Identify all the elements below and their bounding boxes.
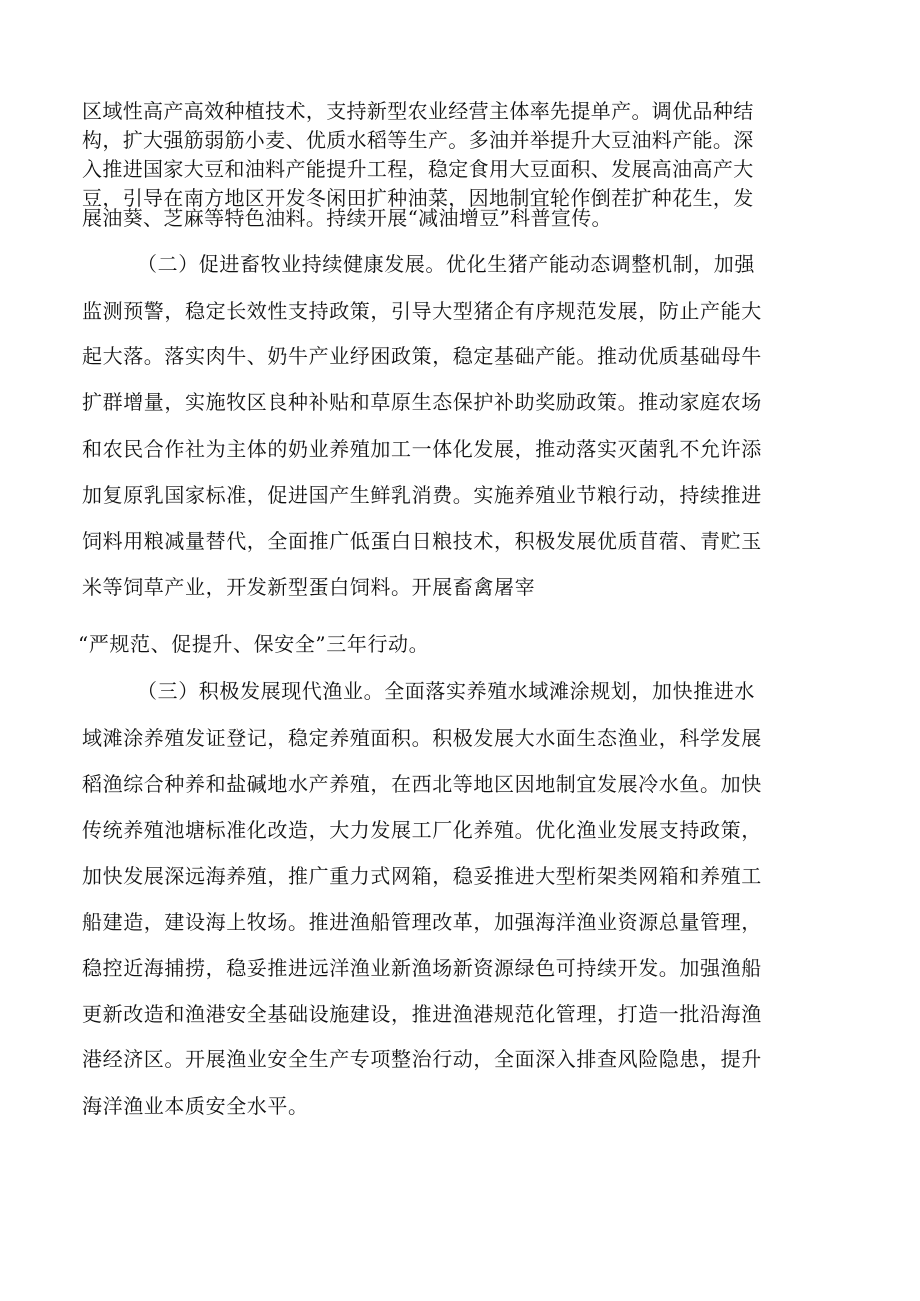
text-line: 米等饲草产业，开发新型蛋白饲料。开展畜禽屠宰 (82, 575, 536, 599)
paragraph-first-line: （三）积极发展现代渔业。全面落实养殖水域滩涂规划，加快推进水 (137, 679, 755, 703)
text-line: 稻渔综合种养和盐碱地水产养殖，在西北等地区因地制宜发展冷水鱼。加快 (82, 772, 762, 796)
text-line: 饲料用粮减量替代，全面推广低蛋白日粮技术，积极发展优质苜蓿、青贮玉 (82, 529, 762, 553)
text-line: 和农民合作社为主体的奶业养殖加工一体化发展，推动落实灭菌乳不允许添 (82, 437, 762, 461)
text-line: 域滩涂养殖发证登记，稳定养殖面积。积极发展大水面生态渔业，科学发展 (82, 726, 762, 750)
text-line: 起大落。落实肉牛、奶牛产业纾困政策，稳定基础产能。推动优质基础母牛 (82, 344, 762, 368)
text-line: 豆，引导在南方地区开发冬闲田扩种油菜，因地制宜轮作倒茬扩种花生，发 (82, 186, 754, 210)
paragraph-first-line: （二）促进畜牧业持续健康发展。优化生猪产能动态调整机制，加强 (137, 252, 755, 276)
text-line: 区域性高产高效种植技术，支持新型农业经营主体率先提单产。调优品种结 (82, 99, 754, 123)
text-line: 构，扩大强筋弱筋小麦、优质水稻等生产。多油并举提升大豆油料产能。深 (82, 128, 754, 152)
text-line: 入推进国家大豆和油料产能提升工程，稳定食用大豆面积、发展高油高产大 (82, 157, 754, 181)
text-line: 加复原乳国家标准，促进国产生鲜乳消费。实施养殖业节粮行动，持续推进 (82, 483, 762, 507)
text-line: 展油葵、芝麻等特色油料。持续开展“减油增豆”科普宣传。 (82, 206, 612, 230)
text-line: “严规范、促提升、保安全”三年行动。 (78, 632, 430, 656)
text-line: 海洋渔业本质安全水平。 (82, 1094, 309, 1118)
text-line: 更新改造和渔港安全基础设施建设，推进渔港规范化管理，打造一批沿海渔 (82, 1002, 762, 1026)
text-line: 船建造，建设海上牧场。推进渔船管理改革，加强海洋渔业资源总量管理， (82, 910, 762, 934)
text-line: 港经济区。开展渔业安全生产专项整治行动，全面深入排查风险隐患，提升 (82, 1047, 762, 1071)
text-line: 传统养殖池塘标准化改造，大力发展工厂化养殖。优化渔业发展支持政策， (82, 818, 762, 842)
text-line: 扩群增量，实施牧区良种补贴和草原生态保护补助奖励政策。推动家庭农场 (82, 390, 762, 414)
text-line: 监测预警，稳定长效性支持政策，引导大型猪企有序规范发展，防止产能大 (82, 299, 762, 323)
text-line: 加快发展深远海养殖，推广重力式网箱，稳妥推进大型桁架类网箱和养殖工 (82, 864, 762, 888)
text-line: 稳控近海捕捞，稳妥推进远洋渔业新渔场新资源绿色可持续开发。加强渔船 (82, 956, 762, 980)
